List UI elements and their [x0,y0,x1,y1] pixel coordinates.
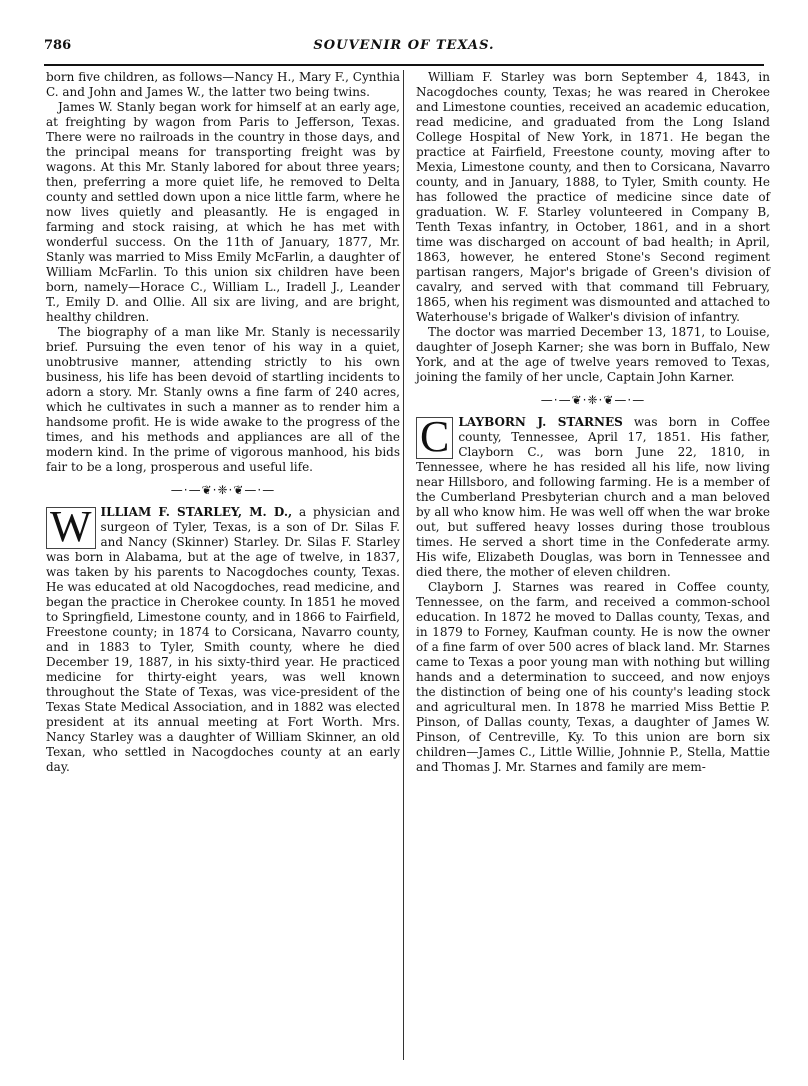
section-ornament: —·—❦·❈·❦—·— [170,483,276,497]
paragraph: born five children, as follows—Nancy H., Mary F., Cynthia C. and John and James W., the latter two being twins. [46,70,400,99]
drop-cap: C [416,417,453,459]
column-divider [403,70,404,1060]
paragraph: James W. Stanly began work for himself at an early age, at freighting by wagon from Paris to Jefferson, Texas. There were no railroads in the country in those days, and the principal means for transporting freight was by wagons. At this Mr. Stanly labored for about three years; then, preferring a more quiet life, he removed to Delta county and settled down upon a nice little farm, where he now lives quietly and pleasantly. He is engaged in farming and stock raising, at which he has met with wonderful success. On the 11th of January, 1877, Mr. Stanly was married to Miss Emily McFarlin, a daughter of William McFarlin. To this union six children have been born, namely—Horace C., William L., Iradell J., Leander T., Emily D. and Ollie. All six are living, and are bright, healthy children. [46,100,400,324]
left-column [46,70,400,775]
page-number: 786 [44,38,72,53]
right-column [416,70,770,775]
paragraph: William F. Starley was born September 4, 1843, in Nacogdoches county, Texas; he was reared in Cherokee and Limestone counties, received an academic education, read medicine, and graduated from the Long Island College Hospital of New York, in 1871. He began the practice at Fairfield, Freestone county, moving after to Mexia, Limestone county, and then to Corsicana, Navarro county, and in January, 1888, to Tyler, Smith county. He has followed the practice of medicine since date of graduation. W. F. Starley volunteered in Company B, Tenth Texas infantry, in October, 1861, and in a short time was discharged on account of bad health; in April, 1863, however, he entered Stone's Second regiment partisan rangers, Major's brigade of Green's division of cavalry, and served with that command till February, 1865, when his regiment was dismounted and attached to Waterhouse's brigade of Walker's division of infantry. [416,70,770,324]
section-ornament: —·—❦·❈·❦—·— [540,393,646,407]
drop-cap: W [46,507,96,549]
paragraph-text: a physician and surgeon of Tyler, Texas, is a son of Dr. Silas F. and Nancy (Skinner) Starley. Dr. Silas F. Starley was born in Alabama, but at the age of twelve, in 1837, was taken by his parents to Nacogdoches county, Texas. He was educated at old Nacogdoches, read medicine, and began the practice in Cherokee county. In 1851 he moved to Springfield, Limestone county, and in 1866 to Fairfield, Freestone county; in 1874 to Corsicana, Navarro county, and in 1883 to Tyler, Smith county, where he died December 19, 1887, in his sixty-third year. He practiced medicine for thirty-eight years, was well known throughout the State of Texas, was vice-president of the Texas State Medical Association, and in 1882 was elected president at its annual meeting at Fort Worth. Mrs. Nancy Starley was a daughter of William Skinner, an old Texan, who settled in Nacogdoches county at an early day. [46,505,400,774]
biography-name: LAYBORN J. STARNES [458,415,623,429]
paragraph: Clayborn J. Starnes was reared in Coffee county, Tennessee, on the farm, and received a common-school education. In 1872 he moved to Dallas county, Texas, and in 1879 to Forney, Kaufman county. He is now the owner of a fine farm of over 500 acres of black land. Mr. Starnes came to Texas a poor young man with nothing but willing hands and a determination to succeed, and now enjoys the distinction of being one of his county's leading stock and agricultural men. In 1878 he married Miss Bettie P. Pinson, of Dallas county, Texas, a daughter of James W. Pinson, of Centreville, Ky. To this union are born six children—James C., Little Willie, Johnnie P., Stella, Mattie and Thomas J. Mr. Starnes and family are mem- [416,580,770,774]
page-header [44,38,764,60]
biography-starnes [416,415,770,580]
running-title: SOUVENIR OF TEXAS. [313,38,495,53]
paragraph [416,415,770,580]
paragraph: The doctor was married December 13, 1871, to Louise, daughter of Joseph Karner; she was born in Buffalo, New York, and at the age of twelve years removed to Texas, joining the family of her uncle, Captain John Karner. [416,325,770,384]
biography-name: ILLIAM F. STARLEY, M. D., [100,505,293,519]
paragraph [46,505,400,775]
biography-starley [46,505,400,775]
paragraph: The biography of a man like Mr. Stanly is necessarily brief. Pursuing the even tenor of his way in a quiet, unobtrusive manner, attending strictly to his own business, his life has been devoid of startling incidents to adorn a story. Mr. Stanly owns a fine farm of 240 acres, which he cultivates in such a manner as to render him a handsome profit. He is wide awake to the progress of the times, and his methods and appliances are all of the modern kind. In the prime of vigorous manhood, his bids fair to be a long, prosperous and useful life. [46,325,400,474]
header-rule [44,64,764,66]
paragraph-text: was born in Coffee county, Tennessee, April 17, 1851. His father, Clayborn C., was born June 22, 1810, in Tennessee, where he has resided all his life, now living near Hillsboro, and following farming. He is a member of the Cumberland Presbyterian church and a man beloved by all who know him. He was well off when the war broke out, but suffered heavy losses during those troublous times. He served a short time in the Confederate army. His wife, Elizabeth Douglas, was born in Tennessee and died there, the mother of eleven children. [416,415,770,579]
